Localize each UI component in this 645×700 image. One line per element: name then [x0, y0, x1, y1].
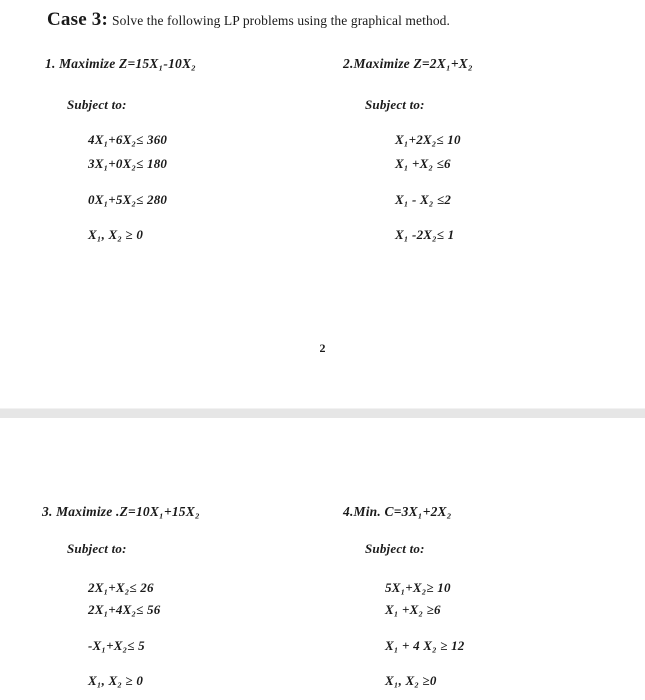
- constraint-row: 3X₁+0X₂≤ 180: [88, 156, 168, 171]
- scanned-page-2: [0, 418, 645, 700]
- constraint-row: -X₁+X₂≤ 5: [88, 638, 145, 653]
- constraint-row: X₁ + 4 X₂ ≥ 12: [385, 638, 465, 653]
- constraint-row: 0X₁+5X₂≤ 280: [88, 192, 168, 207]
- problem-2-title: 2.Maximize Z=2X₁+X₂: [343, 56, 473, 71]
- constraint-row: 2X₁+X₂≤ 26: [88, 580, 154, 595]
- problem-4-subject-to: Subject to:: [365, 541, 425, 556]
- problem-3-title: 3. Maximize .Z=10X₁+15X₂: [42, 504, 200, 519]
- problem-1-title: 1. Maximize Z=15X₁-10X₂: [45, 56, 197, 71]
- case-prompt: Solve the following LP problems using the graphical method.: [112, 13, 451, 28]
- constraint-row: 4X₁+6X₂≤ 360: [88, 132, 168, 147]
- constraint-row: X₁ - X₂ ≤2: [395, 192, 452, 207]
- constraint-row: X₁, X₂ ≥ 0: [88, 673, 144, 688]
- problem-4-title: 4.Min. C=3X₁+2X₂: [343, 504, 452, 519]
- problem-3-subject-to: Subject to:: [67, 541, 127, 556]
- constraint-row: X₁, X₂ ≥ 0: [88, 227, 144, 242]
- problem-1-subject-to: Subject to:: [67, 97, 127, 112]
- page-number: 2: [319, 341, 326, 355]
- constraint-row: X₁ +X₂ ≤6: [395, 156, 451, 171]
- constraint-row: 2X₁+4X₂≤ 56: [88, 602, 161, 617]
- constraint-row: X₁ -2X₂≤ 1: [395, 227, 455, 242]
- problem-2-subject-to: Subject to:: [365, 97, 425, 112]
- constraint-row: X₁, X₂ ≥0: [385, 673, 437, 688]
- constraint-row: X₁ +X₂ ≥6: [385, 602, 441, 617]
- case-label: Case 3:: [47, 9, 109, 30]
- case-heading: [47, 9, 450, 31]
- constraint-row: 5X₁+X₂≥ 10: [385, 580, 451, 595]
- constraint-row: X₁+2X₂≤ 10: [395, 132, 461, 147]
